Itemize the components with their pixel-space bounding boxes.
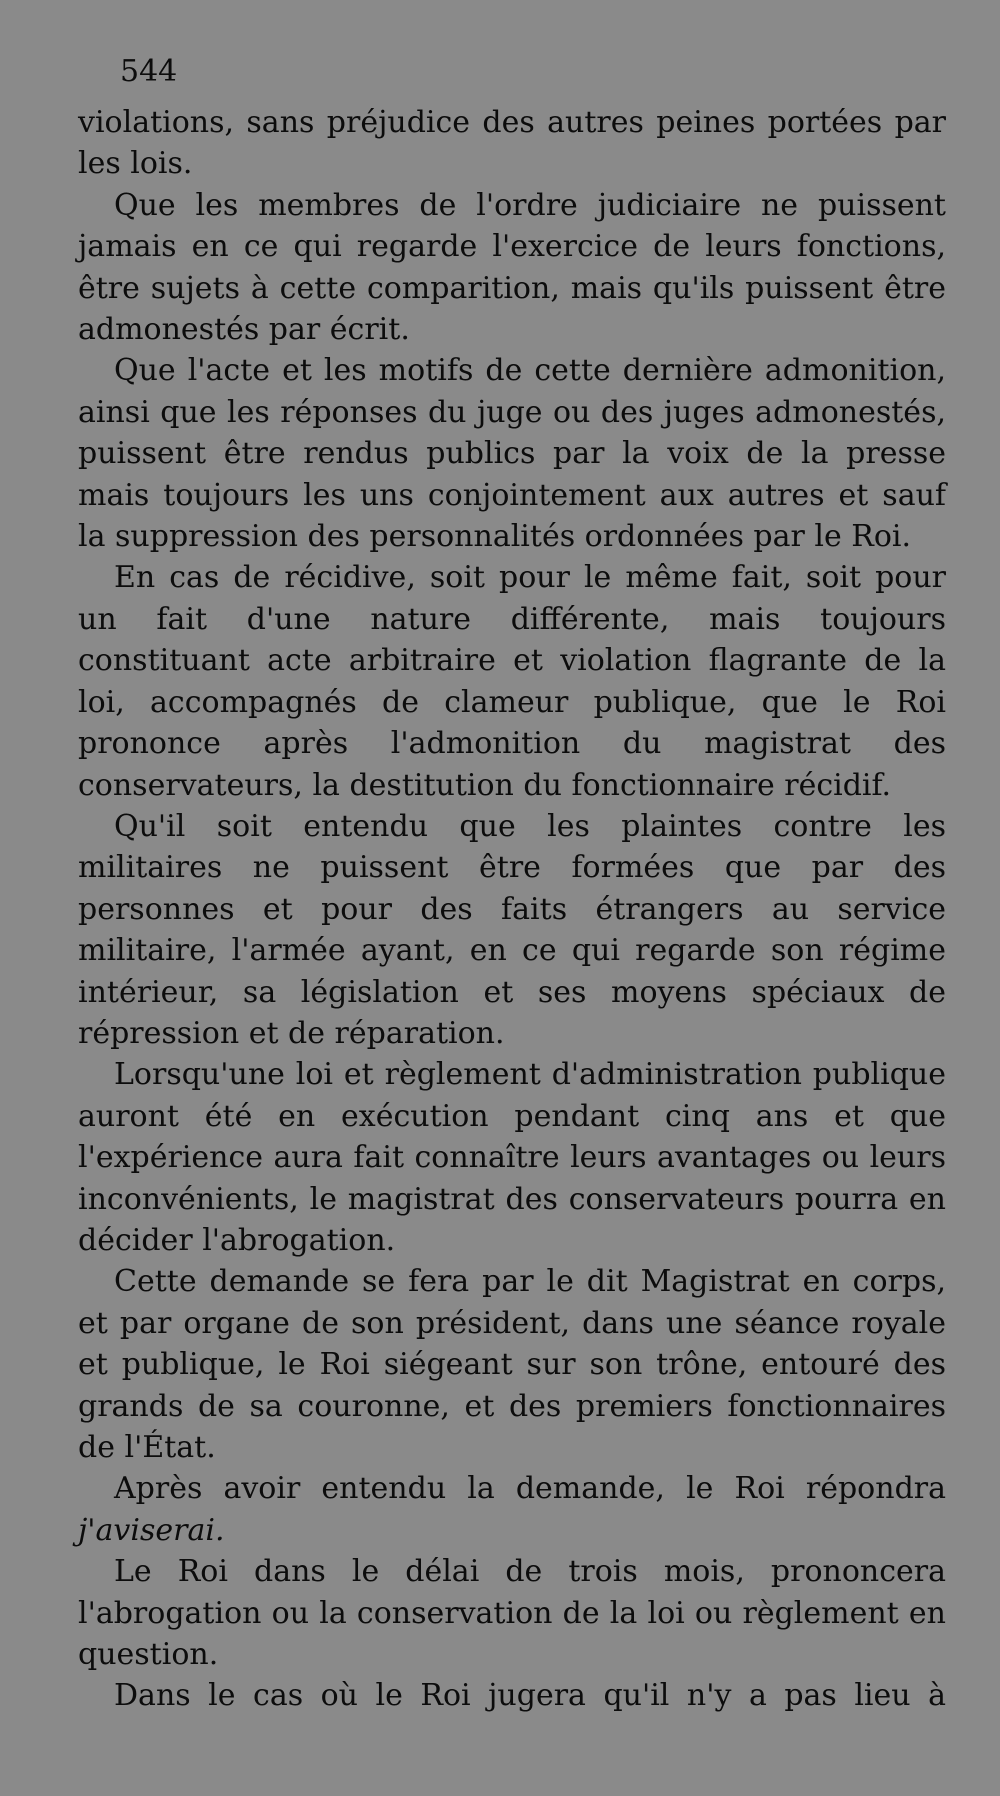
book-page xyxy=(78,50,946,1717)
paragraph-3: Que l'acte et les motifs de cette dernière admonition, ainsi que les réponses du juge ou des juges admonestés, puissent être rendus publics par la voix de la presse mais toujours les uns conjointement aux autres et sauf la suppression des personnalités ordonnées par le Roi. xyxy=(78,353,946,555)
paragraph-1: violations, sans préjudice des autres peines portées par les lois. xyxy=(78,105,946,182)
paragraph-6: Lorsqu'une loi et règlement d'administration publique auront été en exécution pendant cinq ans et que l'expérience aura fait connaître leurs avantages ou leurs inconvénients, le magistrat des conservateurs pourra en décider l'abrogation. xyxy=(78,1057,946,1258)
page-number: 544 xyxy=(120,54,178,89)
paragraph-7: Cette demande se fera par le dit Magistrat en corps, et par organe de son président, dans une séance royale et publique, le Roi siégeant sur son trône, entouré des grands de sa couronne, et des premiers fonctionnaires de l'État. xyxy=(78,1264,946,1465)
paragraph-5: Qu'il soit entendu que les plaintes contre les militaires ne puissent être formées que par des personnes et pour des faits étrangers au service militaire, l'armée ayant, en ce qui regarde son régime intérieur, sa législation et ses moyens spéciaux de répression et de réparation. xyxy=(78,808,946,1051)
paragraph-9: Le Roi dans le délai de trois mois, prononcera l'abrogation ou la conservation de la loi ou règlement en question. xyxy=(78,1554,946,1673)
paragraph-8-text: Après avoir entendu la demande, le Roi répondra xyxy=(114,1471,946,1507)
paragraph-8 xyxy=(78,1468,946,1551)
paragraph-8-italic: j'aviserai. xyxy=(78,1512,225,1548)
paragraph-4: En cas de récidive, soit pour le même fait, soit pour un fait d'une nature différente, mais toujours constituant acte arbitraire et violation flagrante de la loi, accompagnés de clameur publique, que le Roi prononce après l'admonition du magistrat des conservateurs, la destitution du fonctionnaire récidif. xyxy=(78,560,946,803)
paragraph-2: Que les membres de l'ordre judiciaire ne puissent jamais en ce qui regarde l'exercice de leurs fonctions, être sujets à cette comparition, mais qu'ils puissent être admonestés par écrit. xyxy=(78,187,946,348)
paragraph-10: Dans le cas où le Roi jugera qu'il n'y a pas lieu à xyxy=(114,1678,946,1714)
